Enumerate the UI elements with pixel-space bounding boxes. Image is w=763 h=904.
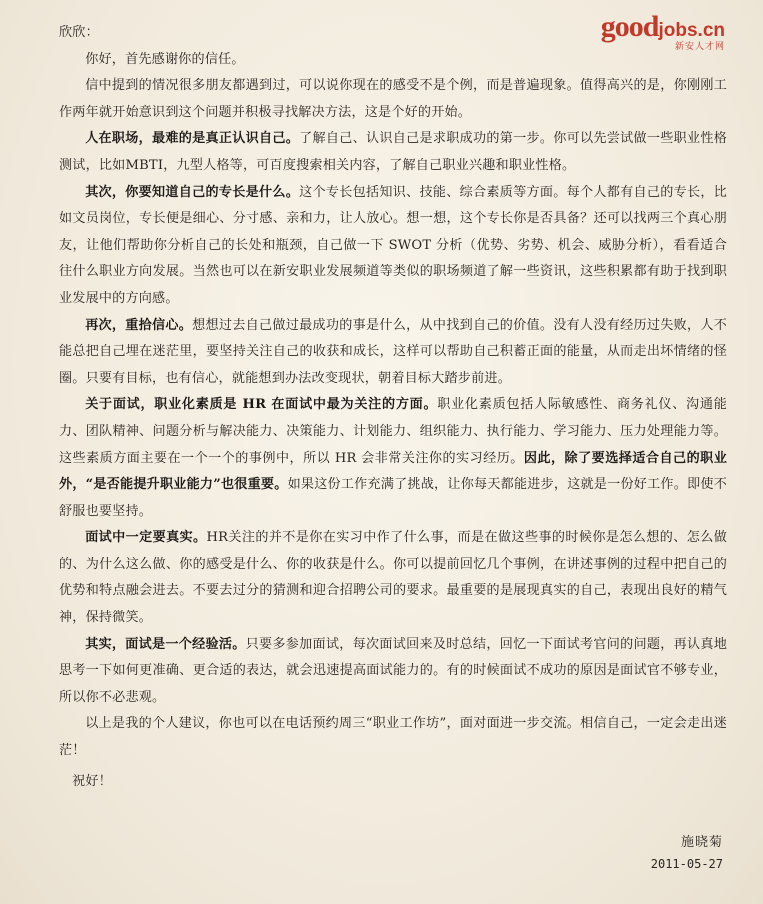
- paragraph-self-knowledge: [59, 126, 727, 179]
- logo-tagline: 新安人才网: [674, 42, 725, 52]
- paragraph-intro: 信中提到的情况很多朋友都遇到过，可以说你现在的感受不是个例，而是普遍现象。值得高兴的是，你刚刚工作两年就开始意识到这个问题并积极寻找解决方法，这是个好的开始。: [59, 78, 727, 120]
- signature: 施晓菊: [680, 835, 723, 850]
- paragraph-be-genuine: [59, 525, 727, 631]
- text-be-genuine: HR关注的并不是你在实习中作了什么事，而是在做这些事的时候你是怎么想的、怎么做的、为什么这么做、你的感受是什么、你的收获是什么。你可以提前回忆几个事例，在讲述事例的过程中把自己的优势和特点融会进去。不要去过分的猜测和迎合招聘公司的要求。最重要的是展现真实的自己，表现出良好的精气神，保持微笑。: [59, 530, 727, 626]
- paragraph-interview-qualities: [59, 392, 727, 525]
- salutation: 欣欣：: [59, 25, 99, 40]
- text-self-knowledge: 了解自己、认识自己是求职成功的第一步。你可以先尝试做一些职业性格测试，比如MBTI，九型人格等，可百度搜索相关内容，了解自己职业兴趣和职业性格。: [59, 131, 727, 173]
- heading-strengths: 其次，你要知道自己的专长是什么。: [85, 184, 300, 200]
- logo-text: good: [600, 10, 659, 43]
- paragraph-experience: [59, 632, 727, 712]
- heading-be-genuine: 面试中一定要真实。: [85, 530, 207, 546]
- paragraph-confidence: [59, 313, 727, 393]
- letter-date: 2011-05-27: [650, 857, 723, 871]
- heading-self-knowledge: 人在职场，最难的是真正认识自己。: [85, 131, 300, 147]
- text-interview-qualities: 职业化素质包括人际敏感性、商务礼仪、沟通能力、团队精神、问题分析与解决能力、决策能力、计划能力、组织能力、执行能力、学习能力、压力处理能力等。这些素质方面主要在一个一个的事例中，所以 HR 会非常关注你的实习经历。: [59, 397, 727, 466]
- text-confidence: 想想过去自己做过最成功的事是什么，从中找到自己的价值。没有人没有经历过失败，人不能总把自己埋在迷茫里，要坚持关注自己的收获和成长，这样可以帮助自己积蓄正面的能量，从而走出坏情绪的怪圈。只要有目标，也有信心，就能想到办法改变现状，朝着目标大踏步前进。: [59, 317, 727, 386]
- heading-experience: 其实，面试是一个经验活。: [85, 636, 246, 652]
- heading-interview-qualities: 关于面试，职业化素质是 HR 在面试中最为关注的方面。: [85, 397, 438, 413]
- emphasis-career-ability: 因此，除了要选择适合自己的职业外，“是否能提升职业能力”也很重要。: [59, 450, 727, 493]
- text-strengths: 这个专长包括知识、技能、综合素质等方面。每个人都有自己的专长，比如文员岗位，专长便是细心、分寸感、亲和力，让人放心。想一想，这个专长你是否具备？还可以找两三个真心朋友，让他们帮助你分析自己的长处和瓶颈，自己做一下 SWOT 分析（优势、劣势、机会、威胁分析），看看适合往什么职业方向发展。当然也可以在新安职业发展频道等类似的职场频道了解一些资讯，这些积累都有助于找到职业发展中的方向感。: [59, 184, 727, 306]
- paragraph-conclusion: 以上是我的个人建议，你也可以在电话预约周三“职业工作坊”，面对面进一步交流。相信自己，一定会走出迷茫！: [59, 716, 727, 759]
- greeting-paragraph: 你好，首先感谢你的信任。: [85, 51, 245, 67]
- logo-domain: jobs.cn: [658, 20, 725, 41]
- text-good-job: 如果这份工作充满了挑战，让你每天都能进步，这就是一份好工作。即使不舒服也要坚持。: [59, 477, 727, 519]
- heading-confidence: 再次，重拾信心。: [85, 317, 193, 333]
- closing: 祝好！: [72, 773, 112, 789]
- paragraph-strengths: [59, 180, 727, 313]
- letter-body: [59, 20, 727, 795]
- text-experience: 只要多参加面试，每次面试回来及时总结，回忆一下面试考官问的问题，再认真地思考一下如何更准确、更合适的表达，就会迅速提高面试能力的。有的时候面试不成功的原因是面试官不够专业，所以你不必悲观。: [59, 636, 728, 705]
